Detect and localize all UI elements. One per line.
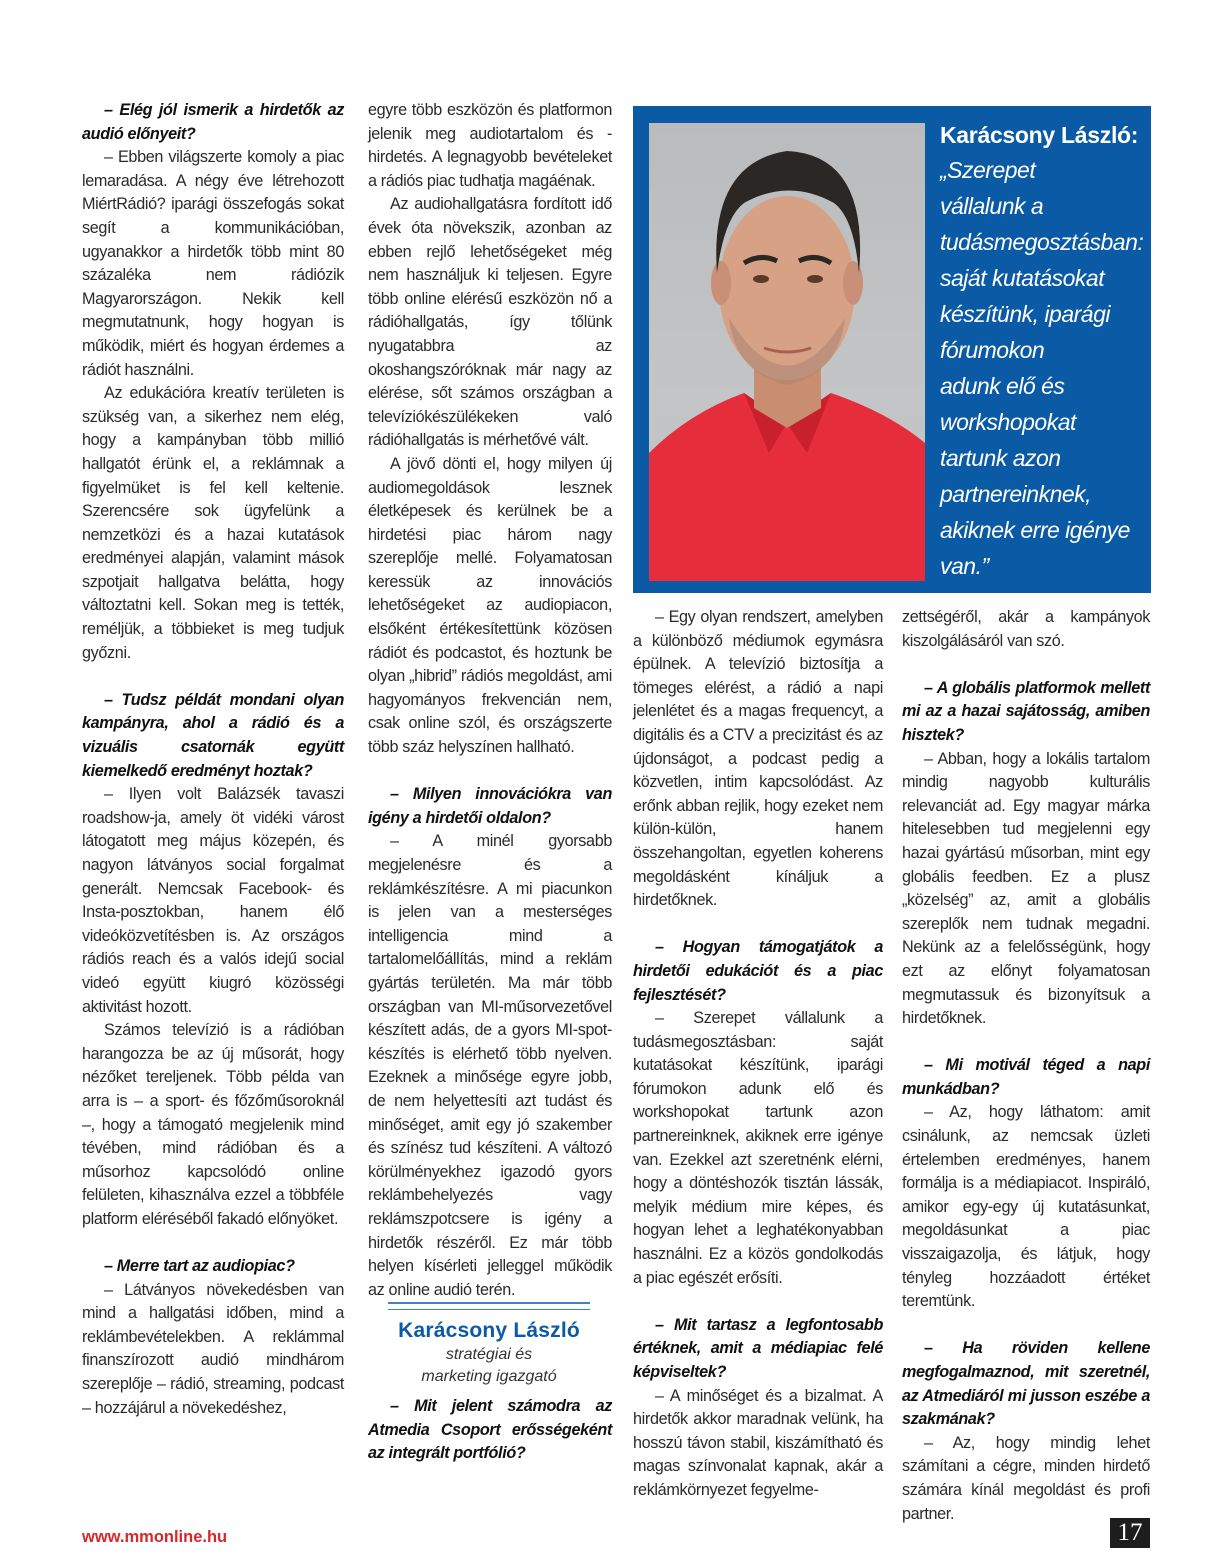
paragraph-gap: [368, 760, 612, 784]
answer-paragraph: – Az, hogy mindig lehet számítani a cégre, minden hirdető számára kínál megoldást és profi partner.: [902, 1433, 1150, 1523]
interview-question: – Milyen innovációkra van igény a hirdetői oldalon?: [368, 785, 612, 827]
paragraph-gap: [633, 913, 883, 937]
interview-question: – Mit jelent számodra az Atmedia Csoport erősségeként az integrált portfólió?: [368, 1397, 612, 1463]
interview-question: – Merre tart az audiopiac?: [104, 1257, 295, 1276]
paragraph-gap: [902, 1031, 1150, 1055]
paragraph-gap: [633, 1290, 883, 1314]
portrait-photo: [649, 123, 925, 581]
footer-website-link[interactable]: www.mmonline.hu: [82, 1528, 228, 1546]
answer-paragraph: A jövő dönti el, hogy milyen új audiomegoldások lesznek életképesek és kerülnek be a hirdetési piac három nagy szereplője mellé. Folyamatosan keressük az innovációs lehetőségeket az audiopiacon, elsőként értékesítettünk közösen rádiót és podcastot, és hoztunk be olyan „hibrid” rádiós megoldást, ami hagyományos frekvencián nem, csak online szól, és országszerte több száz helyszínen hallható.: [368, 454, 612, 757]
article-column-2: [368, 99, 612, 1302]
answer-paragraph: – Abban, hogy a lokális tartalom mindig nagyobb kulturális relevanciát ad. Egy magyar márka hitelesebben tud megjelenni egy hazai gyártású műsorban, mint egy globális feedben. Ez a plusz „közelség” az, amit a globális szereplők nem tudnak megadni. Nekünk az a felelősségünk, hogy ezt az előnyt folyamatosan megmutassuk és bizonyítsuk a hirdetőknek.: [902, 749, 1150, 1028]
answer-paragraph: – Ilyen volt Balázsék tavaszi roadshow-ja, amely öt vidéki várost látogatott meg május közepén, és nagyon látványos social forgalmat generált. Nemcsak Facebook- és Insta-posztokban, hanem élő videóközvetítésben is. Az országos rádiós reach és a valós idejű social videó együtt kiugró közösségi aktivitást hozott.: [82, 785, 344, 1016]
pull-quote-box: [633, 106, 1151, 593]
article-column-1: [82, 99, 344, 1420]
interview-question: – Mit tartasz a legfontosabb értéknek, amit a médiapiac felé képviseltek?: [633, 1315, 883, 1381]
quote-line: saját kutatásokat: [940, 265, 1105, 291]
quote-line: készítünk, iparági: [940, 301, 1110, 327]
byline-role-line-1: stratégiai és: [445, 1346, 533, 1363]
answer-paragraph: Számos televízió is a rádióban harangozza be az új műsorát, hogy nézőket tereljenek. Több példa van arra is – a sport- és főzőműsoroknál –, hogy a támogató megjelenik mind tévében, mind rádióban és a műsorhoz kapcsolódó online felületen, kihasználva ezzel a többféle platform eléréséből fakadó előnyöket.: [82, 1021, 344, 1228]
article-column-4: [902, 606, 1150, 1526]
byline-name: Karácsony László: [398, 1319, 580, 1342]
author-byline: [388, 1302, 590, 1388]
answer-paragraph: – Szerepet vállalunk a tudásmegosztásban: saját kutatásokat készítünk, iparági fórumokon adunk elő és workshopokat tartunk azon partnereinknek, akiknek erre igénye van. Ezekkel azt szeretnénk elérni, hogy a döntéshozók tisztán lássák, melyik médium mire képes, és hogyan lehet a leghatékonyabban használni. Ez a közös gondolkodás a piac egészét erősíti.: [633, 1009, 883, 1287]
paragraph-gap: [82, 665, 344, 689]
pull-quote: [940, 118, 1145, 584]
answer-paragraph: – Egy olyan rendszert, amelyben a különböző médiumok egymásra épülnek. A televízió biztosítja a tömeges elérést, a rádió a napi jelenlétet és a magas frequencyt, a digitális és a CTV a precizitást és az újdonságot, a podcast pedig a közvetlen, intim kapcsolódást. Az erőnk abban rejlik, hogy ezeket nem külön-külön, hanem összehangoltan, egyetlen koherens megoldásként kínáljuk a hirdetőknek.: [633, 608, 883, 910]
page-number: 17: [1110, 1518, 1150, 1548]
quote-line: tudásmegosztásban:: [940, 229, 1144, 255]
paragraph-gap: [902, 653, 1150, 677]
answer-paragraph: – Az, hogy láthatom: amit csinálunk, az nemcsak üzleti értelemben eredményes, hanem formálja is a médiapiacot. Inspiráló, amikor egy-egy új kutatásunkat, megoldásunkat a piac visszaigazolja, és látjuk, hogy tényleg hozzáadott értéket teremtünk.: [902, 1103, 1150, 1311]
answer-paragraph: – Ebben világszerte komoly a piac lemaradása. A négy éve létrehozott MiértRádió? iparági összefogás sokat segít a kommunikációban, ugyanakkor a hirdetők több mint 80 százaléka nem rádiózik Magyarországon. Nekik kell megmutatnunk, hogy hogyan is működik, miért és hogyan érdemes a rádiót használni.: [82, 148, 344, 379]
answer-paragraph: Az audiohallgatásra fordított idő évek óta növekszik, azonban az ebben rejlő lehetőségeket még nem használjuk ki teljesen. Egyre több online elérésű eszközön nő a rádióhallgatás, így tőlünk nyugatabbra az okoshangszóróknak már nagy az elérése, sőt számos országban a televíziókészülékeken való rádióhallgatás is mérhetővé vált.: [368, 195, 612, 450]
answer-paragraph: – A minőséget és a bizalmat. A hirdetők akkor maradnak velünk, ha hosszú távon stabil, kiszámítható és magas színvonalat kapnak, akár a reklámkörnyezet fegyelme-: [633, 1386, 883, 1499]
interview-question: – Ha röviden kellene megfogalmaznod, mit szeretnél, az Atmediáról mi jusson eszébe a szakmának?: [902, 1339, 1150, 1429]
quote-line: „Szerepet: [940, 157, 1036, 183]
quote-line: partnereinknek,: [940, 481, 1092, 507]
quote-line: akiknek erre igénye: [940, 517, 1130, 543]
answer-paragraph: – Látványos növekedésben van mind a hallgatási időben, mind a reklámbevételekben. A reklámmal finanszírozott audió mindhárom szereplője – rádió, streaming, podcast – hozzájárul a növekedéshez,: [82, 1280, 344, 1417]
interview-question: – Elég jól ismerik a hirdetők az audió előnyeit?: [82, 101, 344, 143]
quote-line: van.”: [940, 553, 989, 579]
answer-paragraph: zettségéről, akár a kampányok kiszolgálásáról van szó.: [902, 608, 1150, 650]
quote-speaker-name: Karácsony László:: [940, 122, 1139, 148]
quote-line: fórumokon: [940, 337, 1045, 363]
portrait-illustration-icon: [649, 123, 925, 581]
quote-line: vállalunk a: [940, 193, 1044, 219]
quote-line: workshopokat: [940, 409, 1076, 435]
interview-question: – A globális platformok mellett mi az a hazai sajátosság, amiben hisztek?: [902, 678, 1150, 744]
interview-question: – Tudsz példát mondani olyan kampányra, ahol a rádió és a vizuális csatornák együtt kiemelkedő eredményt hoztak?: [82, 690, 344, 780]
paragraph-gap: [82, 1232, 344, 1256]
interview-question: – Hogyan támogatjátok a hirdetői edukációt és a piac fejlesztését?: [633, 938, 883, 1004]
byline-rule: [388, 1302, 590, 1310]
article-column-2-continued: [368, 1395, 612, 1466]
answer-paragraph: egyre több eszközön és platformon jelenik meg audiotartalom és -hirdetés. A legnagyobb bevételeket a rádiós piac tudhatja magáénak.: [368, 101, 612, 190]
quote-line: adunk elő és: [940, 373, 1065, 399]
interview-question: – Mi motivál téged a napi munkádban?: [902, 1056, 1150, 1098]
answer-paragraph: Az edukációra kreatív területen is szükség van, a sikerhez nem elég, hogy a kampányban több millió hallgatót érünk el, a reklámnak a figyelmüket is fel kell keltenie. Szerencsére sok ügyfelünk a nemzetközi és a hazai kutatások eredményei alapján, valamint mások szpotjait hallgatva belátta, hogy változtatni kell. Sokan meg is tették, reméljük, a többieket is meg tudjuk győzni.: [82, 384, 344, 662]
quote-body: [940, 152, 1145, 584]
article-column-3: [633, 606, 883, 1503]
paragraph-gap: [902, 1314, 1150, 1338]
answer-paragraph: – A minél gyorsabb megjelenésre és a reklámkészítésre. A mi piacunkon is jelen van a mesterséges intelligencia mind a tartalomelőállítás, mind a reklám gyártás területén. Ma már több országban van MI-műsorvezetővel készített adás, de a gyors MI-spot-készítés is elérhető több nyelven. Ezeknek a minősége egyre jobb, de nem helyettesíti azt tudást és minőséget, amit egy jó szakember és színész tud készíteni. A változó körülményekhez igazodó gyors reklámbehelyezés vagy reklámszpotcsere is igény a hirdetők részéről. Ez már több helyen kísérleti jelleggel működik az online audió terén.: [368, 832, 612, 1299]
quote-line: tartunk azon: [940, 445, 1061, 471]
byline-role-line-2: marketing igazgató: [421, 1368, 557, 1385]
